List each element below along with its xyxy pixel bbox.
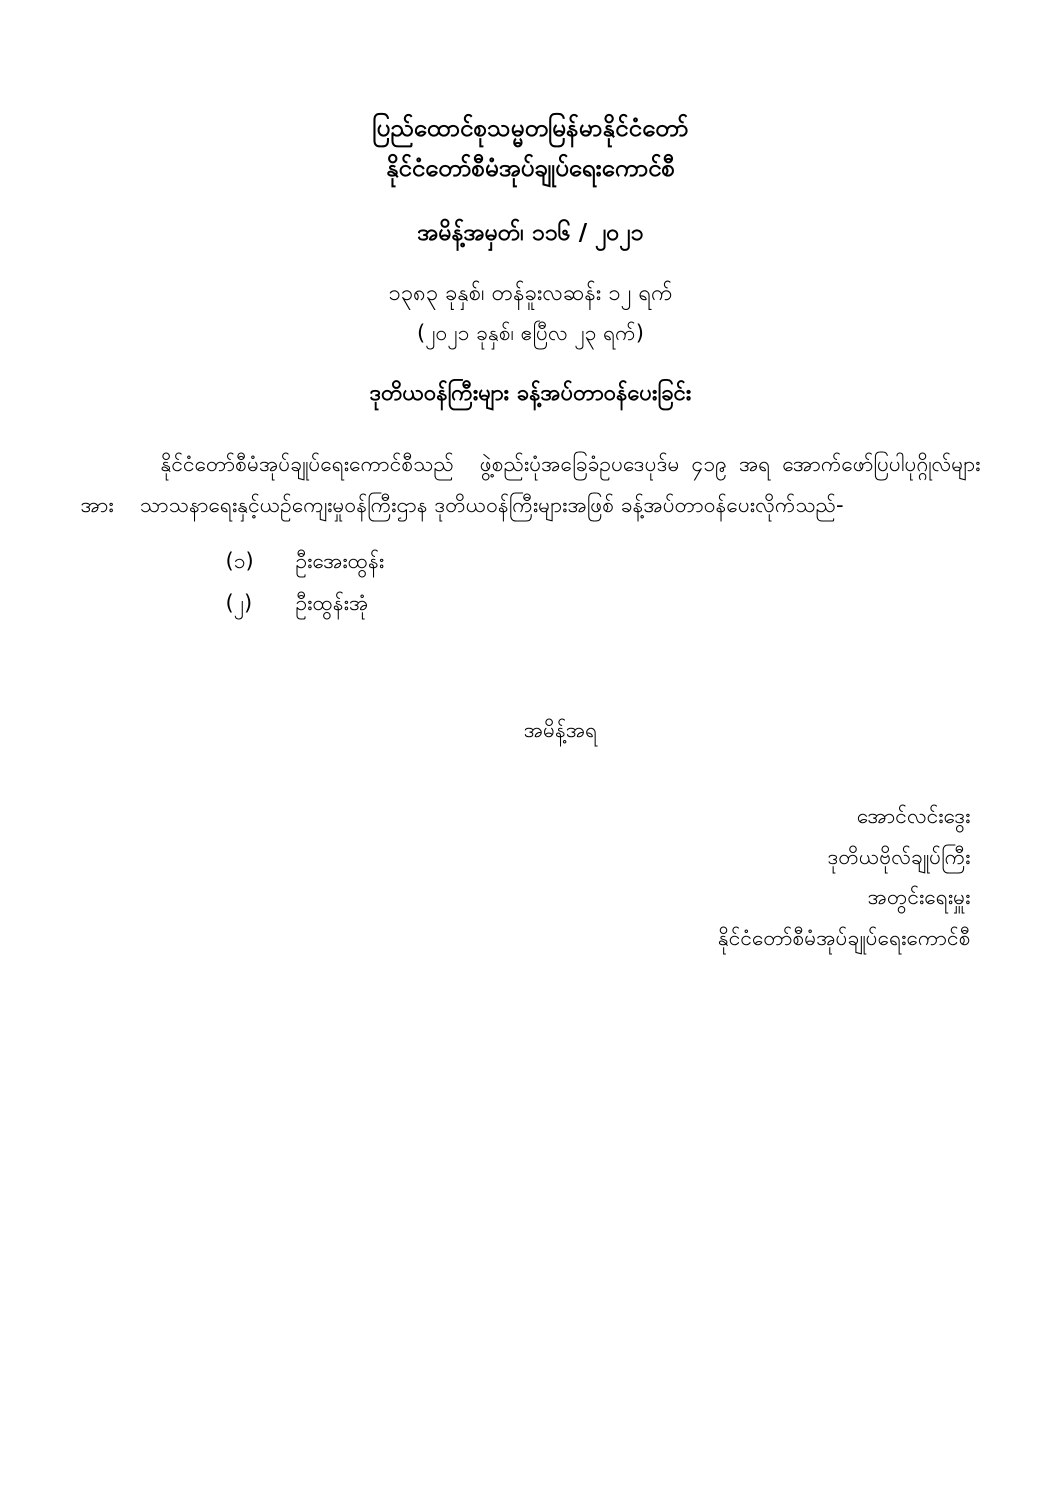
list-item-name: ဦးထွန်းအုံ (295, 591, 369, 616)
header-country-line: ပြည်ထောင်စုသမ္မတမြန်မာနိုင်ငံတော် (372, 114, 689, 142)
signatory-rank: ဒုတိယဗိုလ်ချုပ်ကြီး (827, 844, 971, 869)
date-gregorian: (၂၀၂၁ ခုနှစ်၊ ဧပြီလ ၂၃ ရက်) (417, 320, 644, 345)
by-order-label: အမိန့်အရ (523, 718, 598, 743)
list-item (81, 582, 981, 624)
header-council-line: နိုင်ငံတော်စီမံအုပ်ချုပ်ရေးကောင်စီ (386, 154, 675, 182)
list-item-number: (၁) (225, 549, 254, 574)
paragraph-part-2: ဖွဲ့စည်းပုံအခြေခံဥပဒေပုဒ်မ ၄၁၉ အရ အောက်ဖော်ပြပါပုဂ္ဂိုလ်များအား (80, 452, 981, 518)
signatory-position: အတွင်းရေးမှူး (867, 885, 971, 910)
list-item-name: ဦးအေးထွန်း (295, 549, 385, 574)
list-item (81, 540, 981, 582)
document-subject: ဒုတိယဝန်ကြီးများ ခန့်အပ်တာဝန်ပေးခြင်း (369, 381, 692, 407)
paragraph-part-1: နိုင်ငံတော်စီမံအုပ်ချုပ်ရေးကောင်စီသည် (160, 452, 454, 477)
date-myanmar: ၁၃၈၃ ခုနှစ်၊ တန်ခူးလဆန်း ၁၂ ရက် (388, 280, 673, 306)
appointee-list (81, 540, 981, 624)
body-paragraph (81, 444, 981, 526)
document-body (81, 110, 981, 959)
signatory-name: အောင်လင်းဒွေး (856, 803, 971, 828)
paragraph-part-3: သာသနာရေးနှင့်ယဉ်ကျေးမှုဝန်ကြီးဌာန ဒုတိယဝန်ကြီးများအဖြစ် ခန့်အပ်တာဝန်ပေးလိုက်သည်- (139, 493, 844, 518)
signatory-organisation: နိုင်ငံတော်စီမံအုပ်ချုပ်ရေးကောင်စီ (717, 926, 971, 951)
order-number: အမိန့်အမှတ်၊ ၁၁၆ / ၂၀၂၁ (417, 220, 644, 246)
list-item-number: (၂) (225, 591, 253, 616)
signature-block (81, 796, 981, 960)
